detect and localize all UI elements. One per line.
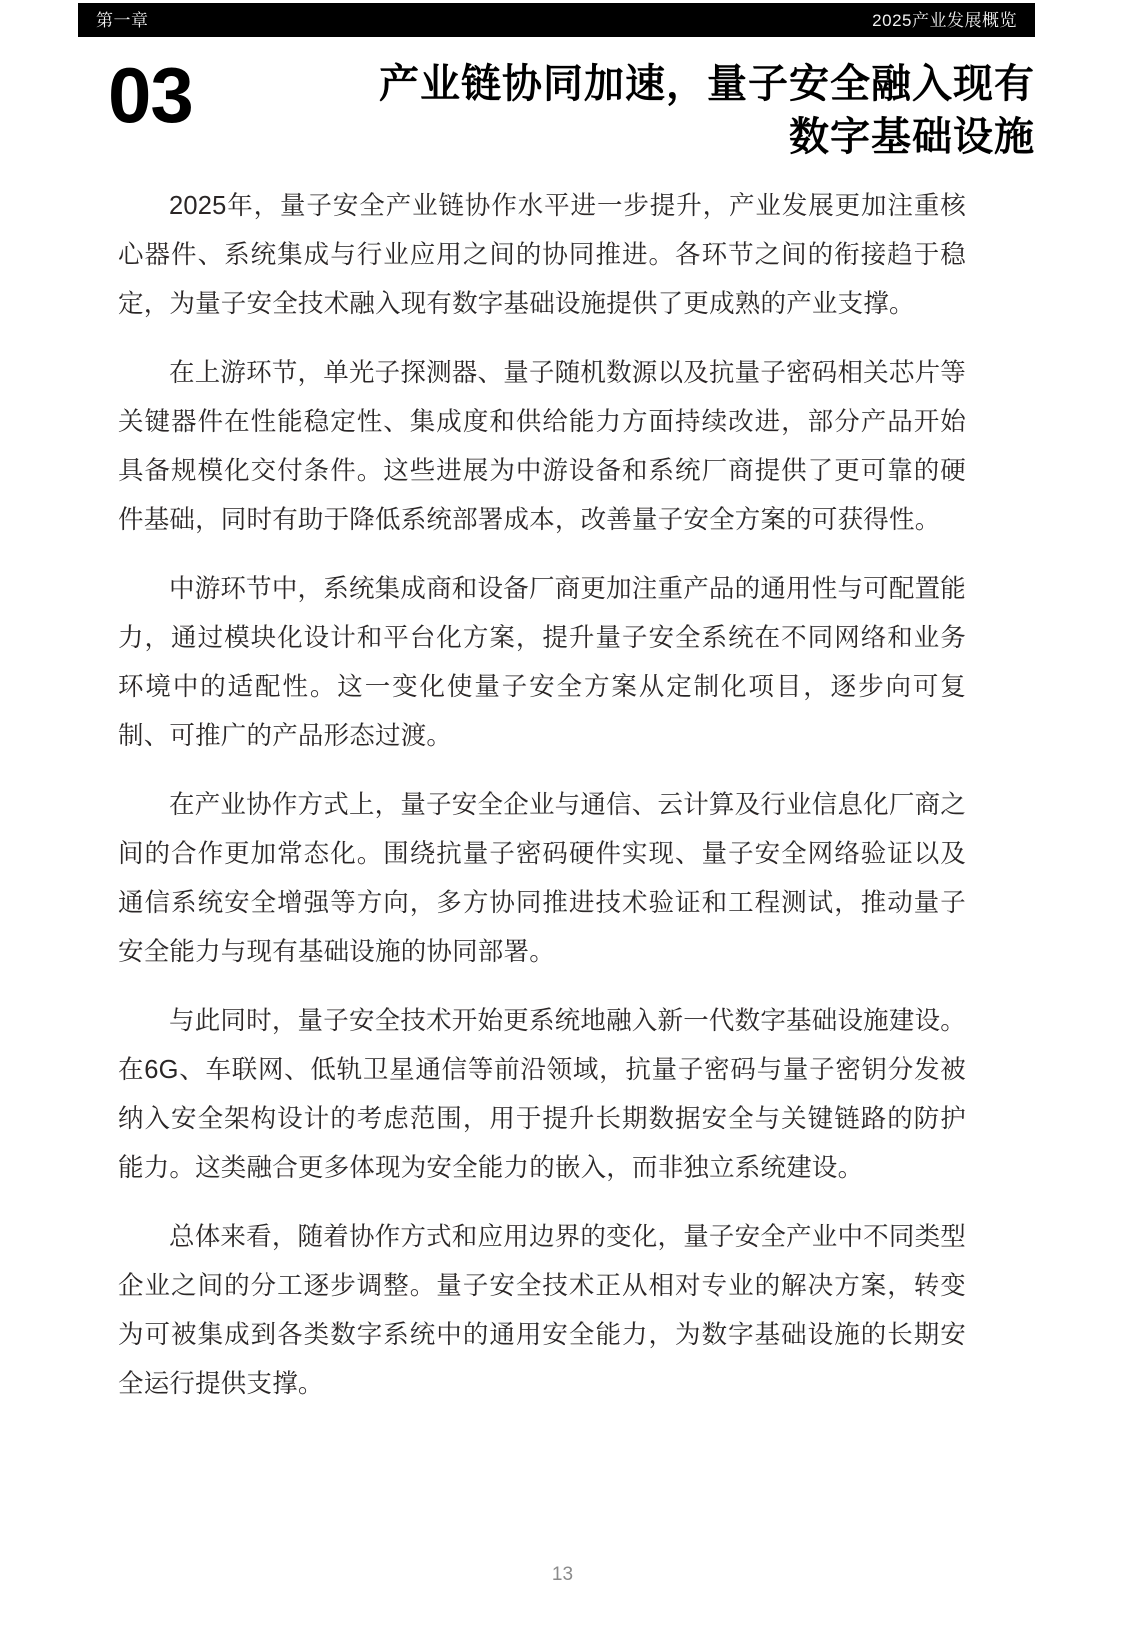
section-title-line-1: 产业链协同加速，量子安全融入现有	[379, 62, 1035, 106]
header-chapter-label: 第一章	[96, 10, 149, 30]
page-title	[305, 58, 1035, 164]
running-header-bar	[78, 3, 1035, 37]
section-title-line-2: 数字基础设施	[789, 115, 1035, 160]
body-paragraph: 总体来看，随着协作方式和应用边界的变化，量子安全产业中不同类型企业之间的分工逐步调整。量子安全技术正从相对专业的解决方案，转变为可被集成到各类数字系统中的通用安全能力，为数字基础设施的长期安全运行提供支撑。	[118, 1223, 966, 1398]
body-paragraph: 在产业协作方式上，量子安全企业与通信、云计算及行业信息化厂商之间的合作更加常态化。围绕抗量子密码硬件实现、量子安全网络验证以及通信系统安全增强等方向，多方协同推进技术验证和工程测试，推动量子安全能力与现有基础设施的协同部署。	[118, 791, 966, 966]
section-title-block	[78, 51, 1035, 164]
body-paragraph: 2025年，量子安全产业链协作水平进一步提升，产业发展更加注重核心器件、系统集成与行业应用之间的协同推进。各环节之间的衔接趋于稳定，为量子安全技术融入现有数字基础设施提供了更成熟的产业支撑。	[118, 192, 966, 318]
section-number: 03	[108, 51, 193, 139]
body-content	[118, 182, 966, 1409]
body-paragraph: 在上游环节，单光子探测器、量子随机数源以及抗量子密码相关芯片等关键器件在性能稳定性、集成度和供给能力方面持续改进，部分产品开始具备规模化交付条件。这些进展为中游设备和系统厂商提供了更可靠的硬件基础，同时有助于降低系统部署成本，改善量子安全方案的可获得性。	[118, 359, 966, 534]
header-document-title: 2025产业发展概览	[872, 10, 1017, 30]
page-number: 13	[551, 1564, 574, 1585]
body-paragraph: 与此同时，量子安全技术开始更系统地融入新一代数字基础设施建设。在6G、车联网、低轨卫星通信等前沿领域，抗量子密码与量子密钥分发被纳入安全架构设计的考虑范围，用于提升长期数据安全与关键链路的防护能力。这类融合更多体现为安全能力的嵌入，而非独立系统建设。	[118, 1007, 966, 1182]
body-paragraph: 中游环节中，系统集成商和设备厂商更加注重产品的通用性与可配置能力，通过模块化设计和平台化方案，提升量子安全系统在不同网络和业务环境中的适配性。这一变化使量子安全方案从定制化项目，逐步向可复制、可推广的产品形态过渡。	[118, 575, 966, 750]
